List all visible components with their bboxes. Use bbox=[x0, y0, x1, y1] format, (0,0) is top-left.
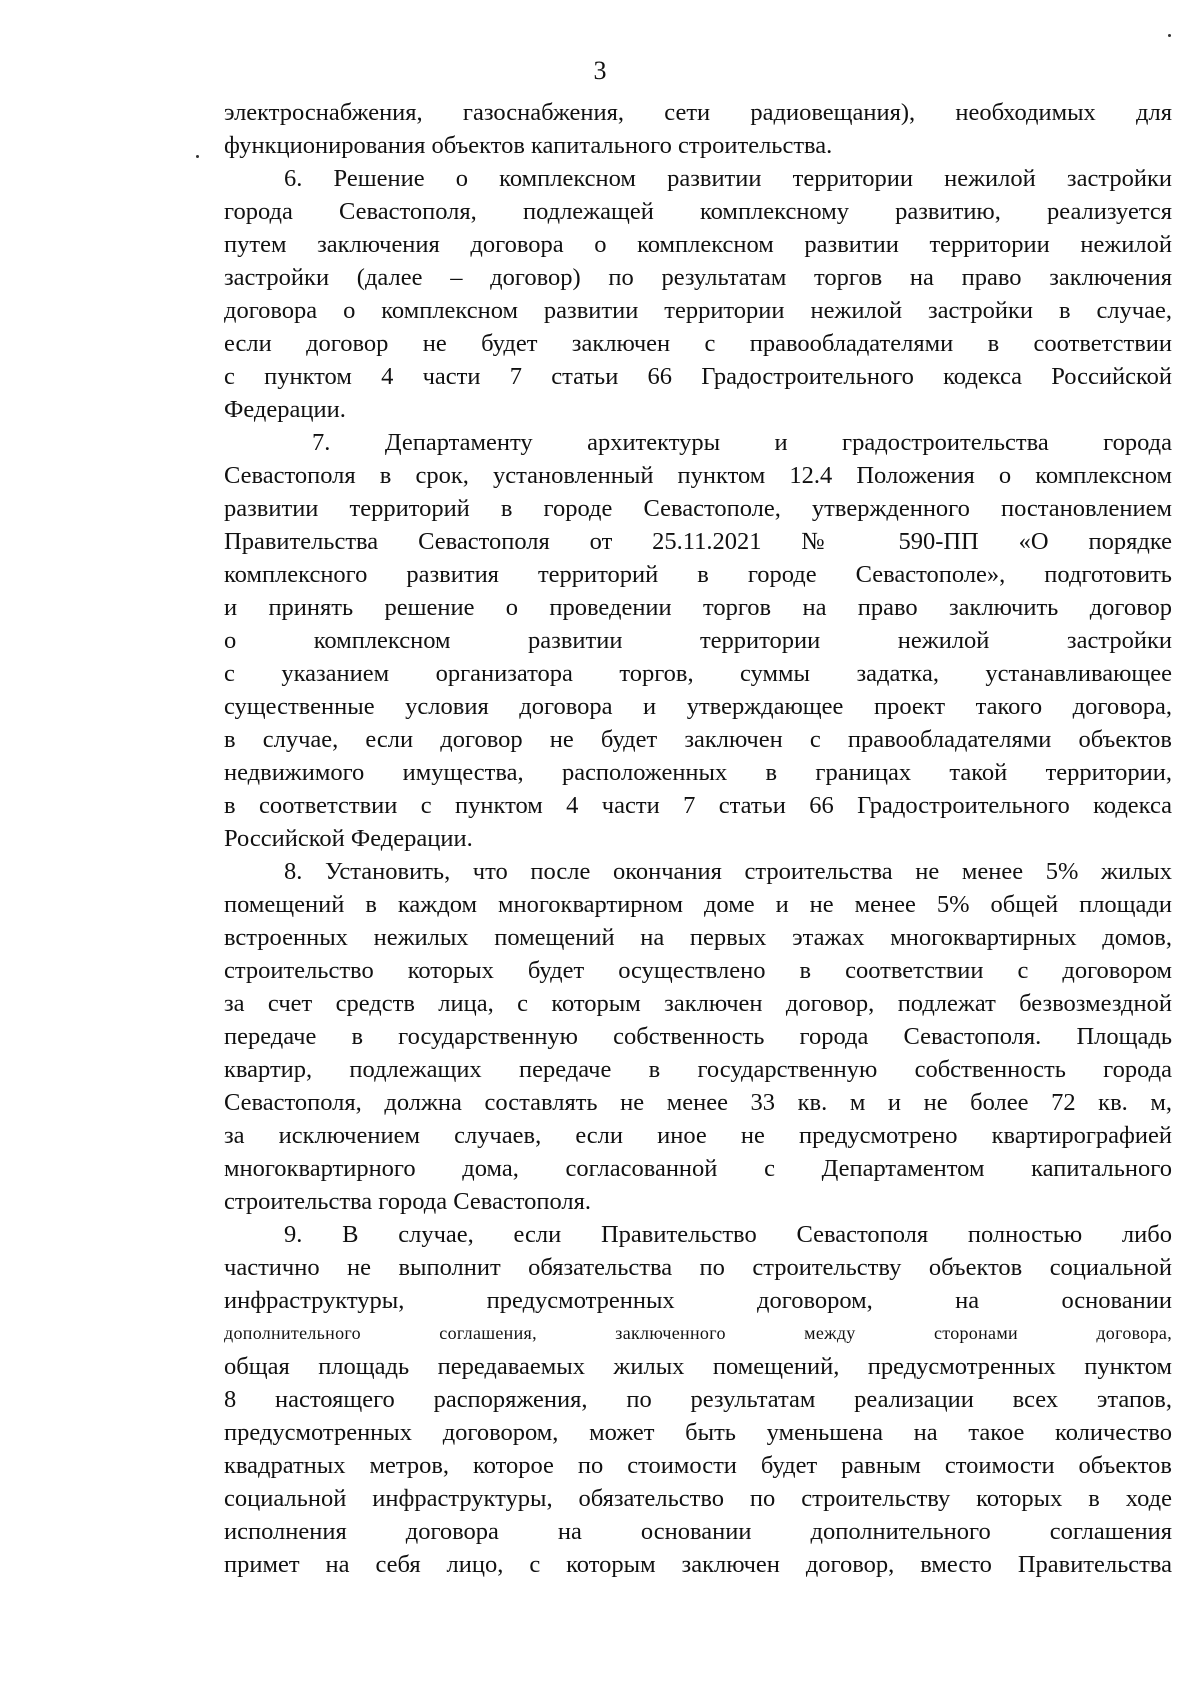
text-line: если договор не будет заключен с правообладателями в соответствии bbox=[224, 330, 1172, 357]
text-line: примет на себя лицо, с которым заключен договор, вместо Правительства bbox=[224, 1551, 1172, 1578]
scan-speck bbox=[196, 155, 199, 158]
text-line: помещений в каждом многоквартирном доме и не менее 5% общей площади bbox=[224, 891, 1172, 918]
text-line: развитии территорий в городе Севастополе, утвержденного постановлением bbox=[224, 495, 1172, 522]
text-line: города Севастополя, подлежащей комплексному развитию, реализуется bbox=[224, 198, 1172, 225]
text-line: Федерации. bbox=[224, 396, 346, 423]
text-line: недвижимого имущества, расположенных в границах такой территории, bbox=[224, 759, 1172, 786]
text-line: договора о комплексном развитии территории нежилой застройки в случае, bbox=[224, 297, 1172, 324]
text-line: за счет средств лица, с которым заключен договор, подлежат безвозмездной bbox=[224, 990, 1172, 1017]
text-line: встроенных нежилых помещений на первых этажах многоквартирных домов, bbox=[224, 924, 1172, 951]
text-line: Правительства Севастополя от 25.11.2021 № 590-ПП «О порядке bbox=[224, 528, 1172, 555]
text-line: дополнительного соглашения, заключенного между сторонами договора, bbox=[224, 1323, 1172, 1343]
text-line: существенные условия договора и утверждающее проект такого договора, bbox=[224, 693, 1172, 720]
text-line: 6. Решение о комплексном развитии территории нежилой застройки bbox=[284, 165, 1172, 192]
text-line: 8. Установить, что после окончания строительства не менее 5% жилых bbox=[284, 858, 1172, 885]
text-line: путем заключения договора о комплексном развитии территории нежилой bbox=[224, 231, 1172, 258]
text-line: 7. Департаменту архитектуры и градостроительства города bbox=[312, 429, 1172, 456]
text-line: о комплексном развитии территории нежилой застройки bbox=[224, 627, 1172, 654]
text-line: Российской Федерации. bbox=[224, 825, 473, 852]
text-line: в случае, если договор не будет заключен с правообладателями объектов bbox=[224, 726, 1172, 753]
text-line: застройки (далее – договор) по результатам торгов на право заключения bbox=[224, 264, 1172, 291]
scan-speck bbox=[1168, 34, 1171, 37]
text-line: квадратных метров, которое по стоимости будет равным стоимости объектов bbox=[224, 1452, 1172, 1479]
text-line: Севастополя в срок, установленный пунктом 12.4 Положения о комплексном bbox=[224, 462, 1172, 489]
text-line: общая площадь передаваемых жилых помещений, предусмотренных пунктом bbox=[224, 1353, 1172, 1380]
text-line: социальной инфраструктуры, обязательство по строительству которых в ходе bbox=[224, 1485, 1172, 1512]
text-line: передаче в государственную собственность города Севастополя. Площадь bbox=[224, 1023, 1172, 1050]
text-line: 9. В случае, если Правительство Севастополя полностью либо bbox=[284, 1221, 1172, 1248]
text-line: в соответствии с пунктом 4 части 7 статьи 66 Градостроительного кодекса bbox=[224, 792, 1172, 819]
text-line: Севастополя, должна составлять не менее 33 кв. м и не более 72 кв. м, bbox=[224, 1089, 1172, 1116]
document-body bbox=[224, 96, 1172, 1581]
text-line: и принять решение о проведении торгов на право заключить договор bbox=[224, 594, 1172, 621]
text-line: комплексного развития территорий в городе Севастополе», подготовить bbox=[224, 561, 1172, 588]
text-line: 8 настоящего распоряжения, по результатам реализации всех этапов, bbox=[224, 1386, 1172, 1413]
text-line: строительства города Севастополя. bbox=[224, 1188, 592, 1215]
text-line: многоквартирного дома, согласованной с Департаментом капитального bbox=[224, 1155, 1172, 1182]
text-line: предусмотренных договором, может быть уменьшена на такое количество bbox=[224, 1419, 1172, 1446]
text-line: с пунктом 4 части 7 статьи 66 Градостроительного кодекса Российской bbox=[224, 363, 1172, 390]
text-line: функционирования объектов капитального строительства. bbox=[224, 132, 833, 159]
text-line: квартир, подлежащих передаче в государственную собственность города bbox=[224, 1056, 1172, 1083]
text-line: за исключением случаев, если иное не предусмотрено квартирографией bbox=[224, 1122, 1172, 1149]
page-number: 3 bbox=[593, 56, 607, 85]
text-line: частично не выполнит обязательства по строительству объектов социальной bbox=[224, 1254, 1172, 1281]
text-line: с указанием организатора торгов, суммы задатка, устанавливающее bbox=[224, 660, 1172, 687]
text-line: строительство которых будет осуществлено в соответствии с договором bbox=[224, 957, 1172, 984]
text-line: инфраструктуры, предусмотренных договором, на основании bbox=[224, 1287, 1172, 1314]
text-line: электроснабжения, газоснабжения, сети радиовещания), необходимых для bbox=[224, 99, 1172, 126]
text-line: исполнения договора на основании дополнительного соглашения bbox=[224, 1518, 1172, 1545]
